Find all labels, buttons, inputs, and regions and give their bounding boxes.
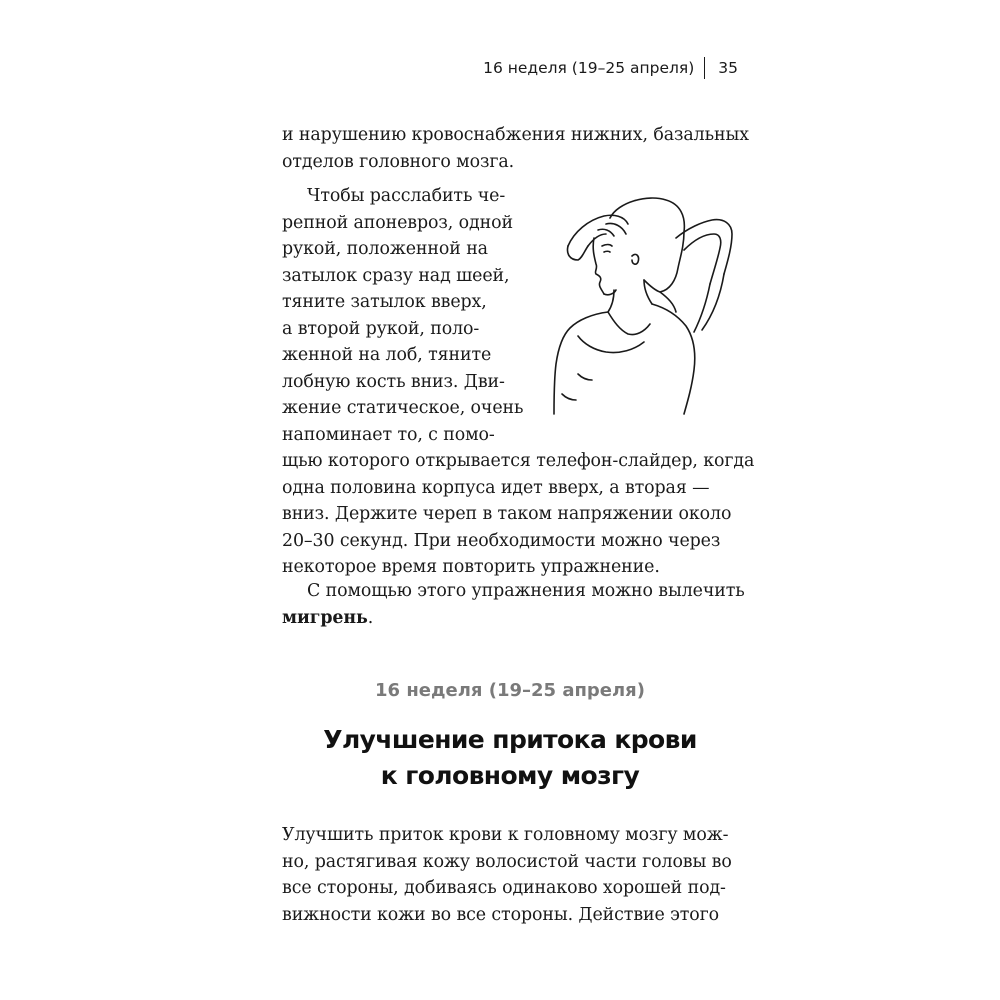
section-title-line: к головному мозгу <box>380 761 640 790</box>
section-title-line: Улучшение притока крови <box>323 725 697 754</box>
paragraph-1 <box>282 122 749 175</box>
text-line: одна половина корпуса идет вверх, а вторая — <box>282 477 710 498</box>
text-line: отделов головного мозга. <box>282 151 515 172</box>
text-line: затылок сразу над шеей, <box>282 265 510 286</box>
page-number: 35 <box>718 59 738 77</box>
text-line: но, растягивая кожу волосистой части головы во <box>282 851 732 872</box>
text-line: некоторое время повторить упражнение. <box>282 557 660 577</box>
text-line: лобную кость вниз. Дви- <box>282 371 505 392</box>
text-line: женной на лоб, тяните <box>282 345 492 365</box>
text-line: Чтобы расслабить че- <box>307 186 506 206</box>
text-line: 20–30 секунд. При необходимости можно через <box>282 530 721 551</box>
text-line: С помощью этого упражнения можно вылечить <box>307 581 745 601</box>
header-divider <box>704 57 705 79</box>
text-line: все стороны, добиваясь одинаково хорошей под- <box>282 878 726 898</box>
text-line: Улучшить приток крови к головному мозгу мож- <box>282 825 729 845</box>
text-line: вижности кожи во все стороны. Действие этого <box>282 904 720 925</box>
exercise-illustration <box>548 194 748 419</box>
punctuation: . <box>367 607 374 628</box>
text-line: рукой, положенной на <box>282 239 488 259</box>
text-line: щью которого открывается телефон-слайдер, когда <box>282 451 755 471</box>
text-line: тяните затылок вверх, <box>282 292 487 312</box>
section-week-label: 16 неделя (19–25 апреля) <box>375 680 645 701</box>
text-line: репной апоневроз, одной <box>282 212 513 233</box>
running-title: 16 неделя (19–25 апреля) <box>483 59 695 77</box>
text-line: напоминает то, с помо- <box>282 424 495 445</box>
text-line: а второй рукой, поло- <box>282 318 480 339</box>
text-line: вниз. Держите череп в таком напряжении около <box>282 504 732 524</box>
paragraph-2-continued <box>282 448 755 581</box>
text-line: и нарушению кровоснабжения нижних, базальных <box>282 125 749 145</box>
paragraph-2-wrapped <box>282 183 524 448</box>
text-line: жение статическое, очень <box>282 398 524 418</box>
paragraph-4 <box>282 822 738 928</box>
section-title <box>0 722 1000 794</box>
bold-term: мигрень <box>282 607 368 628</box>
text-line <box>282 605 738 632</box>
paragraph-3 <box>282 578 745 631</box>
running-header <box>483 57 738 79</box>
